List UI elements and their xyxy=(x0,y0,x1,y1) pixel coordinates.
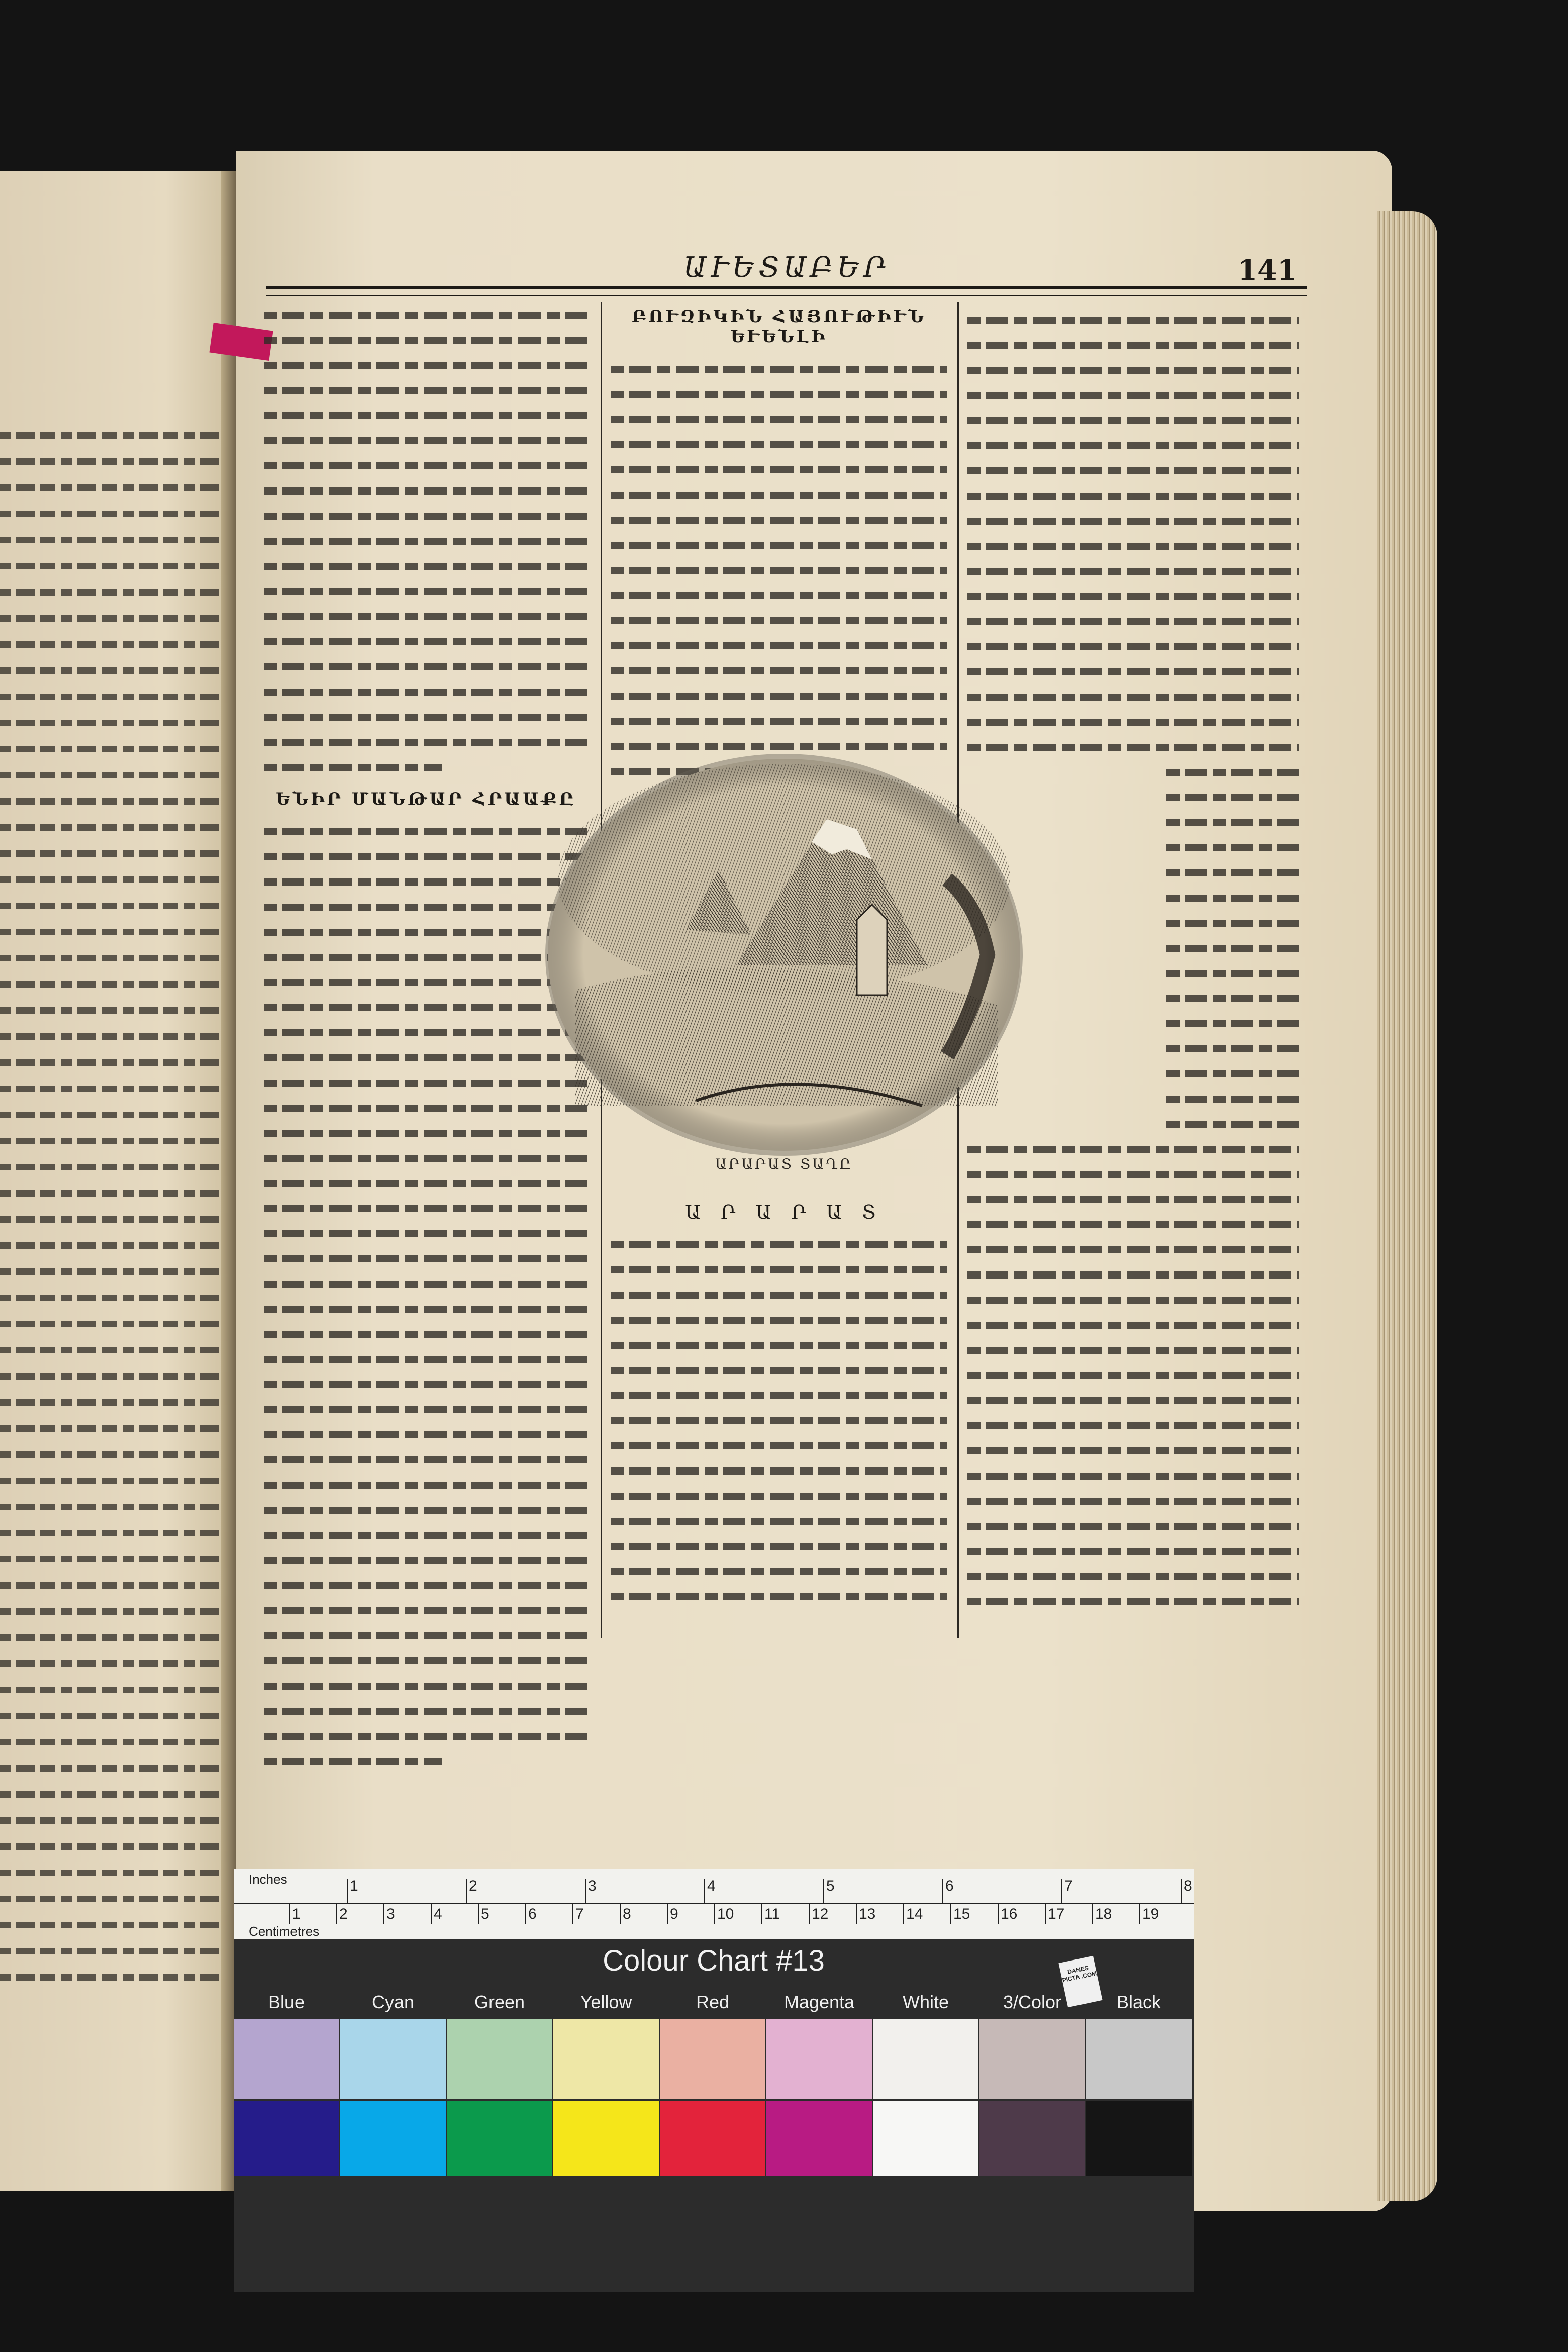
cm-tick xyxy=(336,1904,337,1924)
swatch-top xyxy=(1086,2019,1192,2099)
running-head: ԱՒԵՏԱԲԵՐ xyxy=(683,251,890,284)
swatch-top xyxy=(660,2019,765,2099)
brand-logo: DANES PICTA .COM xyxy=(1058,1956,1102,2008)
inch-tick-label: 5 xyxy=(826,1878,835,1894)
colour-chart xyxy=(234,1869,1194,2292)
middle-section-heading: ԵՆԻՐ ՄԱՆԹԱՐ ՀՐԱԱՔԸ xyxy=(276,789,576,809)
inch-tick-label: 3 xyxy=(588,1878,597,1894)
illustration-caption: ԱՐԱՐԱՏ ՏԱՂԸ xyxy=(715,1156,853,1172)
ruler xyxy=(234,1869,1194,1939)
cm-tick xyxy=(1092,1904,1093,1924)
cm-tick xyxy=(714,1904,715,1924)
cm-tick-label: 19 xyxy=(1142,1906,1159,1922)
cm-tick-label: 10 xyxy=(717,1906,734,1922)
inch-tick-label: 1 xyxy=(350,1878,358,1894)
swatch-top xyxy=(234,2019,339,2099)
swatch-bottom xyxy=(979,2101,1085,2176)
text-column-1 xyxy=(264,312,588,1783)
cm-tick xyxy=(1139,1904,1140,1924)
inch-tick xyxy=(704,1879,705,1903)
swatch-top xyxy=(447,2019,552,2099)
swatch-label: Yellow xyxy=(580,1992,632,2012)
swatch-bottom xyxy=(340,2101,446,2176)
cm-tick xyxy=(667,1904,668,1924)
swatch-bottom xyxy=(234,2101,339,2176)
swatch-bottom xyxy=(873,2101,978,2176)
inch-tick xyxy=(347,1879,348,1903)
colour-chart-title: Colour Chart #13 xyxy=(603,1944,825,1977)
cm-tick-label: 1 xyxy=(292,1906,301,1922)
swatch-bottom xyxy=(447,2101,552,2176)
cm-tick-label: 15 xyxy=(953,1906,970,1922)
cm-tick xyxy=(289,1904,290,1924)
cm-tick-label: 3 xyxy=(386,1906,395,1922)
inch-tick xyxy=(1061,1879,1062,1903)
cm-tick xyxy=(809,1904,810,1924)
swatch-label: Green xyxy=(474,1992,525,2012)
cm-tick-label: 17 xyxy=(1048,1906,1065,1922)
text-column-2-bottom xyxy=(611,1241,947,1618)
cm-tick xyxy=(1045,1904,1046,1924)
inch-tick-label: 2 xyxy=(469,1878,477,1894)
cm-tick-label: 12 xyxy=(812,1906,829,1922)
swatch-label: 3/Color xyxy=(1003,1992,1062,2012)
inch-tick xyxy=(466,1879,467,1903)
inch-tick-label: 6 xyxy=(945,1878,954,1894)
swatch-top xyxy=(873,2019,978,2099)
right-section-heading: ԲՈՒԶԻԿԻՆ ՀԱՅՈՒԹԻՒՆ ԵՒԵՆԼԻ xyxy=(632,307,926,347)
cm-tick-label: 9 xyxy=(670,1906,678,1922)
header-rule xyxy=(266,286,1307,296)
swatch-top xyxy=(979,2019,1085,2099)
cm-tick xyxy=(950,1904,951,1924)
swatch-label: Magenta xyxy=(783,1992,855,2012)
swatch-bottom xyxy=(766,2101,872,2176)
swatch-bottom xyxy=(553,2101,659,2176)
cm-tick xyxy=(620,1904,621,1924)
swatch-label: White xyxy=(902,1992,949,2012)
ruler-cm-label: Centimetres xyxy=(249,1924,320,1939)
cm-tick-label: 13 xyxy=(859,1906,876,1922)
cm-tick-label: 18 xyxy=(1095,1906,1112,1922)
swatch-top xyxy=(766,2019,872,2099)
swatch-label: Red xyxy=(696,1992,730,2012)
cm-tick-label: 16 xyxy=(1001,1906,1018,1922)
swatch-label: Black xyxy=(1116,1992,1161,2012)
cm-tick-label: 5 xyxy=(481,1906,489,1922)
cm-tick xyxy=(572,1904,573,1924)
swatch-bottom xyxy=(1086,2101,1192,2176)
inch-tick-label: 8 xyxy=(1184,1878,1192,1894)
cm-tick xyxy=(525,1904,526,1924)
cm-tick-label: 8 xyxy=(623,1906,631,1922)
swatch-top xyxy=(340,2019,446,2099)
cm-tick xyxy=(856,1904,857,1924)
cm-tick-label: 7 xyxy=(575,1906,584,1922)
inch-tick xyxy=(585,1879,586,1903)
text-column-2-top xyxy=(611,302,947,793)
mount-ararat-engraving xyxy=(545,754,1023,1156)
cm-tick xyxy=(761,1904,762,1924)
swatch-bottom xyxy=(660,2101,765,2176)
page-edges xyxy=(1377,211,1437,2201)
page-number: 141 xyxy=(1238,254,1297,287)
left-page-text xyxy=(0,432,221,2000)
inch-tick xyxy=(823,1879,824,1903)
inch-tick xyxy=(942,1879,943,1903)
cm-tick xyxy=(431,1904,432,1924)
swatch-top xyxy=(553,2019,659,2099)
cm-tick-label: 11 xyxy=(764,1906,780,1922)
left-page xyxy=(0,171,236,2191)
swatch-label: Blue xyxy=(268,1992,305,2012)
inch-tick-label: 7 xyxy=(1064,1878,1073,1894)
cm-tick-label: 4 xyxy=(434,1906,442,1922)
cm-tick xyxy=(383,1904,384,1924)
cm-tick xyxy=(478,1904,479,1924)
ruler-inches-label: Inches xyxy=(249,1872,287,1887)
cm-tick xyxy=(903,1904,904,1924)
inch-tick xyxy=(1181,1879,1182,1903)
ararat-section-heading: Ա Ր Ա Ր Ա Տ xyxy=(685,1201,883,1223)
cm-tick xyxy=(998,1904,999,1924)
inch-tick-label: 4 xyxy=(707,1878,716,1894)
swatch-label: Cyan xyxy=(371,1992,415,2012)
cm-tick-label: 2 xyxy=(339,1906,348,1922)
cm-tick-label: 14 xyxy=(906,1906,923,1922)
cm-tick-label: 6 xyxy=(528,1906,537,1922)
